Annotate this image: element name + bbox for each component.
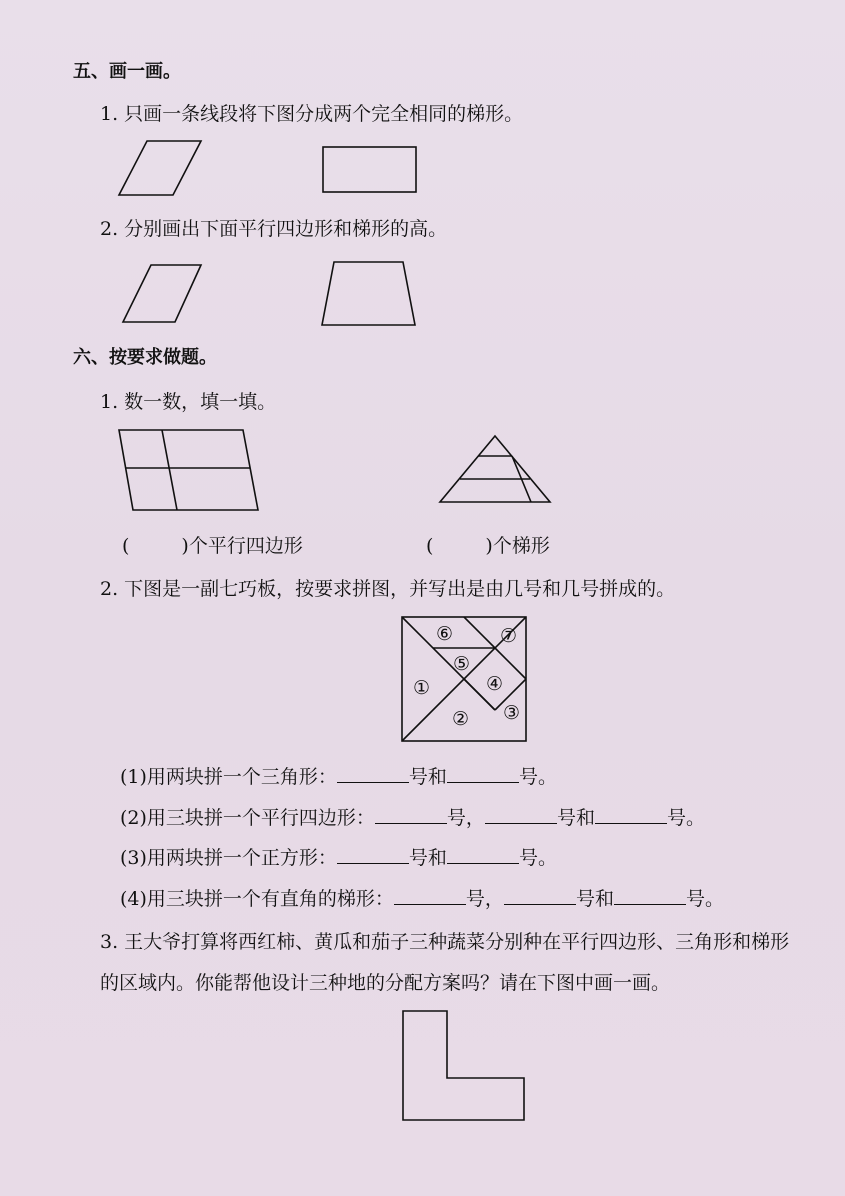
count-parallelogram-label: )个平行四边形 [181,535,303,557]
subq4-prefix: (4)用三块拼一个有直角的梯形： [120,888,394,910]
section5-question1: 1. 只画一条线段将下图分成两个完全相同的梯形。 [100,103,524,125]
subq2-sep2: 号和 [556,807,595,829]
tangram-label-5: ⑤ [453,653,471,675]
l-shaped-plot [400,1008,530,1123]
section5-question2: 2. 分别画出下面平行四边形和梯形的高。 [100,218,448,240]
answer-blank[interactable] [337,764,409,783]
section6-question2-title: 2. 下图是一副七巧板，按要求拼图，并写出是由几号和几号拼成的。 [100,578,676,600]
answer-blank[interactable] [447,845,519,864]
section6-question3-line1: 3. 王大爷打算将西红柿、黄瓜和茄子三种蔬菜分别种在平行四边形、三角形和梯形 [100,931,790,953]
answer-blank[interactable] [485,805,557,824]
section6-q1-figures [115,424,560,514]
tangram-label-2: ② [452,708,470,730]
subquestion-2 [120,805,705,830]
subq2-sep1: 号， [446,807,485,829]
section6-question3-line2: 的区域内。你能帮他设计三种地的分配方案吗？请在下图中画一画。 [100,972,671,994]
subq1-sep: 号和 [408,766,447,788]
subquestion-4 [120,886,724,911]
subq3-sep: 号和 [408,847,447,869]
tangram-figure [396,612,536,747]
tangram-label-7: ⑦ [500,625,518,647]
subq2-prefix: (2)用三块拼一个平行四边形： [120,807,375,829]
count-trapezoid-label: )个梯形 [485,535,550,557]
count-trapezoid-answer [426,534,550,558]
subq2-end: 号。 [666,807,705,829]
tangram-label-6: ⑥ [436,623,454,645]
section5-q1-figures [115,138,425,200]
parallelogram-shape [123,265,201,322]
divided-triangle [440,436,550,502]
answer-blank[interactable] [595,805,667,824]
tangram-label-4: ④ [486,673,504,695]
subq1-prefix: (1)用两块拼一个三角形： [120,766,337,788]
trapezoid-shape [322,262,415,325]
subquestion-3 [120,845,557,870]
section6-question1-title: 1. 数一数，填一填。 [100,391,277,413]
section5-q2-figures [115,258,425,328]
section5-heading: 五、画一画。 [73,61,181,82]
subq4-sep2: 号和 [575,888,614,910]
tangram-label-1: ① [413,677,431,699]
divided-parallelogram [119,430,258,510]
answer-blank[interactable] [375,805,447,824]
subq4-sep1: 号， [465,888,504,910]
subq4-end: 号。 [685,888,724,910]
answer-blank[interactable] [337,845,409,864]
answer-blank[interactable] [447,764,519,783]
tangram-label-3: ③ [503,702,521,724]
parallelogram-shape [119,141,201,195]
section6-heading: 六、按要求做题。 [73,347,217,368]
answer-blank[interactable] [394,886,466,905]
paren-open: ( [426,535,434,557]
subq1-end: 号。 [518,766,557,788]
count-parallelogram-answer [122,534,303,558]
paren-open: ( [122,535,130,557]
answer-blank[interactable] [504,886,576,905]
answer-blank[interactable] [614,886,686,905]
subq3-end: 号。 [518,847,557,869]
subq3-prefix: (3)用两块拼一个正方形： [120,847,337,869]
subquestion-1 [120,764,557,789]
rectangle-shape [323,147,416,192]
